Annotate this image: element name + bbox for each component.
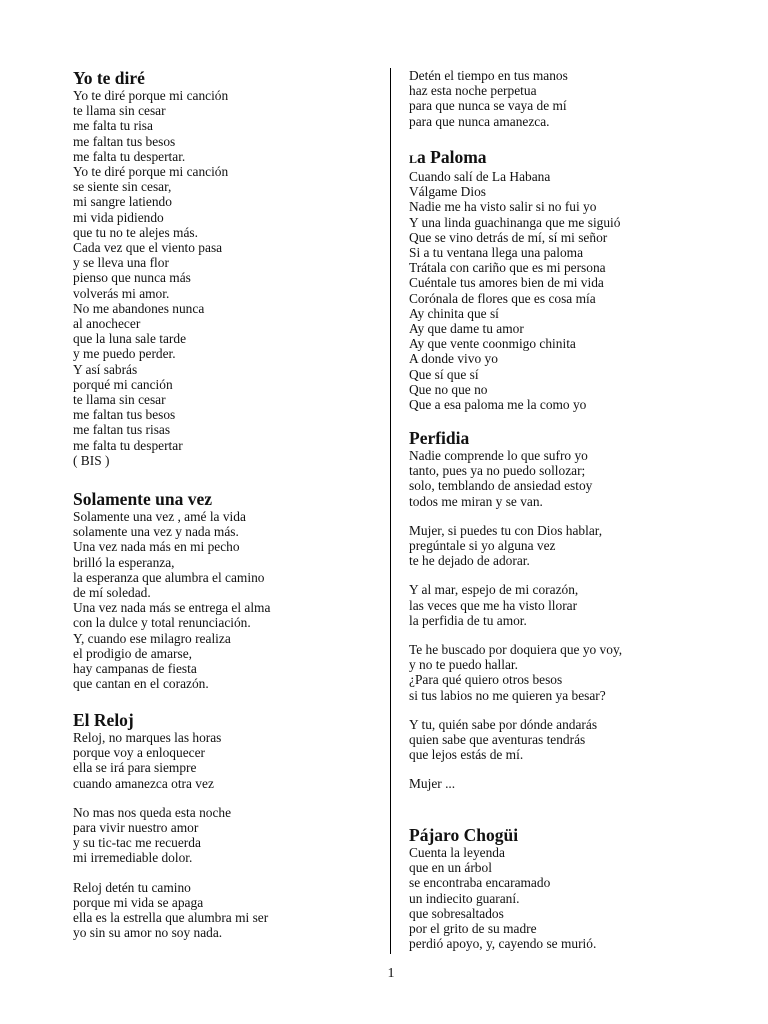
lyric-line: Cuéntale tus amores bien de mi vida [409,275,604,291]
lyric-line: Una vez nada más se entrega el alma [73,600,271,616]
song-pajaro-chogui [409,825,739,951]
lyric-line: se siente sin cesar, [73,179,172,195]
lyric-line: Ay que dame tu amor [409,321,524,337]
column-divider [390,68,391,954]
lyric-line: Mujer, si puedes tu con Dios hablar, [409,522,603,538]
lyric-line: mi irremediable dolor. [73,850,193,866]
lyric-line: pregúntale si yo alguna vez [409,538,556,554]
lyric-line: Cuando salí de La Habana [409,169,551,184]
lyric-line: me faltan tus besos [73,407,176,423]
lyric-line: Que no que no [409,381,488,397]
lyric-line: yo sin su amor no soy nada. [73,925,223,941]
lyric-line: se encontraba encaramado [409,875,551,891]
song-title-initial: L [409,152,418,166]
lyric-line: Corónala de flores que es cosa mía [409,290,596,306]
lyric-line: Ay que vente coonmigo chinita [409,336,576,352]
lyric-line: Una vez nada más en mi pecho [73,539,240,555]
song-solamente-una-vez [73,489,373,691]
lyric-line: Ay chinita que sí [409,305,499,321]
lyric-line: Nadie me ha visto salir si no fui yo [409,199,597,215]
lyric-line: Y, cuando ese milagro realiza [73,630,231,646]
lyric-line: que sobresaltados [409,905,504,921]
lyric-line: Mujer ... [409,776,456,792]
lyric-line: y su tic-tac me recuerda [73,835,201,851]
song-lyrics [409,169,739,412]
lyric-line: Y al mar, espejo de mi corazón, [409,582,579,598]
lyric-line: Nadie comprende lo que sufro yo [409,448,588,463]
lyric-line: la perfidia de tu amor. [409,612,527,628]
lyric-line: las veces que me ha visto llorar [409,597,578,613]
lyric-line: me falta tu despertar. [73,148,186,164]
lyric-line: porque voy a enloquecer [73,745,205,761]
lyric-line: Yo te diré porque mi canción [73,88,229,103]
lyric-line: que tu no te alejes más. [73,224,198,240]
lyric-line: que cantan en el corazón. [73,676,209,692]
lyric-line: solamente una vez y nada más. [73,524,239,540]
lyric-line: y se lleva una flor [73,255,169,271]
lyric-line: me falta tu despertar [73,437,183,453]
lyric-line: para que nunca se vaya de mí [409,98,567,114]
lyric-line: si tus labios no me quieren ya besar? [409,687,606,703]
song-title-rest: a Paloma [417,147,487,167]
lyric-line: Reloj, no marques las horas [73,730,222,745]
lyric-line: porque mi vida se apaga [73,894,204,910]
song-lyrics [409,448,739,792]
lyric-line: Si a tu ventana llega una paloma [409,245,584,261]
lyric-line: y me puedo perder. [73,346,176,362]
lyric-line: No me abandones nunca [73,300,205,316]
song-perfidia [409,428,739,792]
song-title: Solamente una vez [73,489,213,509]
lyric-line: me faltan tus risas [73,422,171,438]
lyric-line: el prodigio de amarse, [73,645,192,661]
lyric-line: cuando amanezca otra vez [73,775,214,791]
lyric-line: pienso que nunca más [73,270,191,286]
lyric-line: un indiecito guaraní. [409,890,520,906]
lyric-line: por el grito de su madre [409,921,537,937]
lyric-line: Trátala con cariño que es mi persona [409,260,606,276]
lyric-line: No mas nos queda esta noche [73,804,232,820]
lyric-line: te he dejado de adorar. [409,553,530,569]
lyric-line: de mí soledad. [73,585,151,601]
lyric-line: ¿Para qué quiero otros besos [409,672,563,688]
lyric-line: te llama sin cesar [73,103,166,119]
lyric-line: hay campanas de fiesta [73,661,197,677]
lyric-line: te llama sin cesar [73,392,166,408]
lyric-line: quien sabe que aventuras tendrás [409,732,586,748]
lyric-line: Te he buscado por doquiera que yo voy, [409,642,623,658]
lyric-line: Que sí que sí [409,366,479,382]
lyric-line: Reloj detén tu camino [73,879,191,895]
lyric-line: al anochecer [73,316,141,332]
song-title: El Reloj [73,710,134,730]
lyric-line: mi vida pidiendo [73,209,164,225]
song-title: Yo te diré [73,68,145,88]
lyric-line: me faltan tus besos [73,133,176,149]
lyric-line: volverás mi amor. [73,285,170,301]
lyric-line: perdió apoyo, y, cayendo se murió. [409,936,597,952]
song-lyrics [73,88,373,468]
lyric-line: Que a esa paloma me la como yo [409,397,587,413]
song-lyrics [409,845,739,951]
lyric-line: que lejos estás de mí. [409,747,524,763]
song-lyrics [409,68,739,129]
page-number: 1 [387,966,395,981]
lyric-line: ella es la estrella que alumbra mi ser [73,910,269,926]
lyric-line: Válgame Dios [409,184,486,200]
song-title [409,147,739,169]
lyric-line: Que se vino detrás de mí, sí mi señor [409,229,608,245]
song-title: Pájaro Chogüi [409,825,519,845]
lyric-line: y no te puedo hallar. [409,657,518,673]
song-lyrics [73,509,373,691]
lyric-line: Solamente una vez , amé la vida [73,509,246,524]
lyric-line: Cuenta la leyenda [409,845,505,860]
lyric-line: Yo te diré porque mi canción [73,164,229,180]
lyric-line: brilló la esperanza, [73,554,175,570]
lyric-line: la esperanza que alumbra el camino [73,569,265,585]
lyric-line: Detén el tiempo en tus manos [409,68,568,83]
lyric-line: ( BIS ) [73,452,110,468]
lyric-line: Y una linda guachinanga que me siguió [409,214,621,230]
lyric-line: mi sangre latiendo [73,194,172,210]
lyric-line: que en un árbol [409,860,492,876]
lyric-line: me falta tu risa [73,118,153,134]
lyric-line: ella se irá para siempre [73,760,197,776]
song-lyrics [73,730,373,940]
lyric-line: Y así sabrás [73,361,138,377]
song-el-reloj [73,710,373,940]
lyric-line: Y tu, quién sabe por dónde andarás [409,716,598,732]
lyric-line: para que nunca amanezca. [409,113,550,129]
lyric-line: para vivir nuestro amor [73,820,199,836]
lyric-line: que la luna sale tarde [73,331,187,347]
lyric-line: haz esta noche perpetua [409,83,537,99]
song-la-paloma [409,147,739,412]
song-el-reloj-continuation [409,68,739,129]
song-yo-te-dire [73,68,373,468]
song-title: Perfidia [409,428,470,448]
lyric-line: Cada vez que el viento pasa [73,240,223,256]
lyric-line: con la dulce y total renunciación. [73,615,251,631]
lyric-line: todos me miran y se van. [409,493,543,509]
lyric-line: porqué mi canción [73,376,173,392]
lyric-line: solo, temblando de ansiedad estoy [409,478,593,494]
lyric-line: A donde vivo yo [409,351,498,367]
lyric-line: tanto, pues ya no puedo sollozar; [409,463,586,479]
